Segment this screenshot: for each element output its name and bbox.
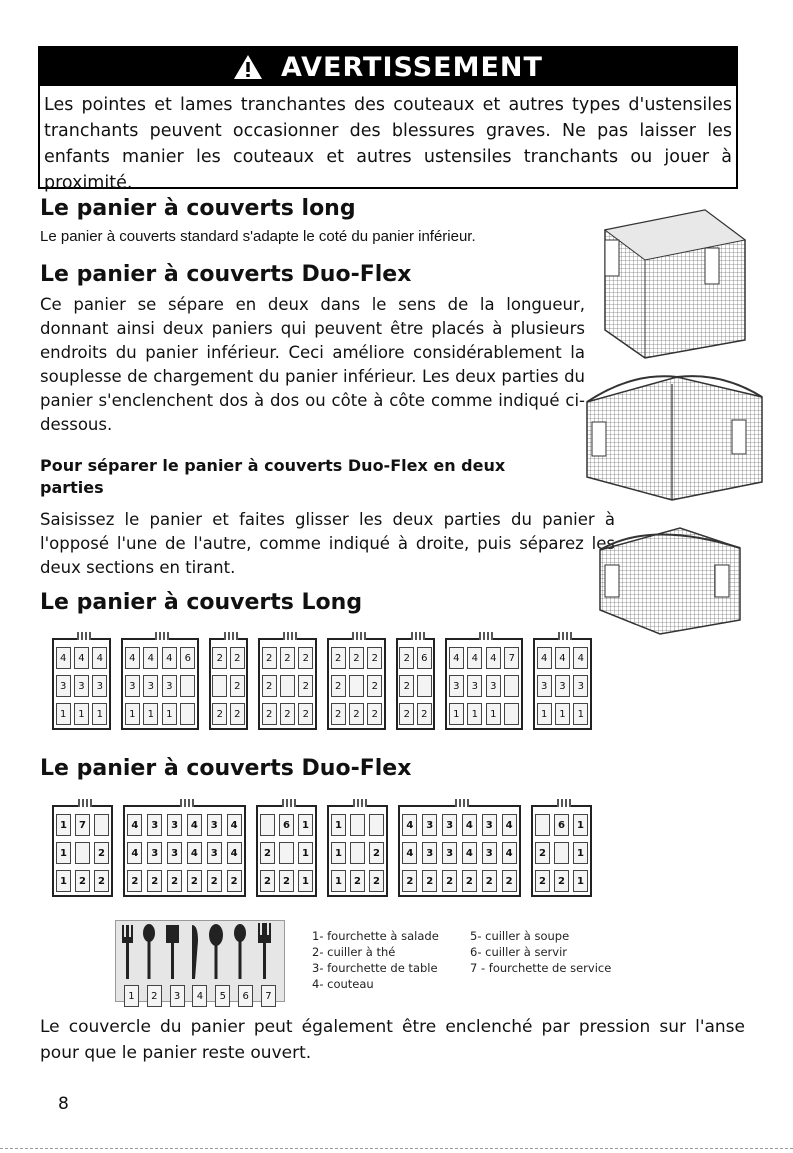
utensil-slot: 1 xyxy=(143,703,158,725)
basket-row xyxy=(329,674,384,698)
legend-item: 5- cuiller à soupe xyxy=(470,929,570,943)
utensil-slot: 3 xyxy=(442,842,457,864)
legend-item: 7 - fourchette de service xyxy=(470,961,612,975)
utensil-slot: 4 xyxy=(187,842,202,864)
basket-handle xyxy=(282,799,296,807)
basket-row xyxy=(329,869,386,893)
utensil-slot: 2 xyxy=(167,870,182,892)
utensil-slot: 2 xyxy=(262,647,277,669)
basket-row xyxy=(125,869,244,893)
basket-handle xyxy=(558,632,572,640)
legend-col2 xyxy=(470,928,611,976)
utensil-slot: 2 xyxy=(331,647,346,669)
utensil-slot: 4 xyxy=(125,647,140,669)
utensil-slot: 3 xyxy=(143,675,158,697)
utensil-slot: 7 xyxy=(504,647,519,669)
utensil-slot: 2 xyxy=(367,703,382,725)
basket-compartment xyxy=(258,638,317,730)
utensil-slot: 2 xyxy=(262,703,277,725)
utensil-slot: 2 xyxy=(417,703,432,725)
utensil-slot xyxy=(260,814,275,836)
bottom-rule xyxy=(0,1148,793,1149)
utensil-slot: 3 xyxy=(573,675,588,697)
utensil-slot: 2 xyxy=(147,870,162,892)
utensil-slot: 2 xyxy=(554,870,569,892)
key-6: 6 xyxy=(238,985,253,1007)
utensil-slot: 4 xyxy=(74,647,89,669)
utensil-slot: 4 xyxy=(402,814,417,836)
utensil-slot: 3 xyxy=(74,675,89,697)
utensils-icon xyxy=(116,921,284,981)
utensil-slot: 3 xyxy=(167,814,182,836)
utensil-slot: 4 xyxy=(502,814,517,836)
utensil-slot xyxy=(180,703,195,725)
basket-row xyxy=(398,674,433,698)
utensil-slot: 2 xyxy=(350,870,365,892)
utensil-slot: 2 xyxy=(367,647,382,669)
utensil-slot xyxy=(212,675,227,697)
utensil-slot: 3 xyxy=(56,675,71,697)
utensil-slot: 4 xyxy=(127,814,142,836)
utensil-slot: 1 xyxy=(331,814,346,836)
duo-basket-text: Ce panier se sépare en deux dans le sens de la longueur, donnant ainsi deux paniers qui peuvent être placés à plusieurs endroits du panier inférieur. Ceci améliore considérablement la souplesse de chargement du panier inférieur. Les deux parties du panier s'enclenchent dos à dos ou côte à côte comme indiqué ci-dessous. xyxy=(40,295,585,434)
utensil-slot: 2 xyxy=(298,703,313,725)
utensil-slot: 1 xyxy=(467,703,482,725)
basket-row xyxy=(533,841,590,865)
legend-col1 xyxy=(312,928,439,992)
basket-row xyxy=(54,646,109,670)
utensil-slot: 4 xyxy=(162,647,177,669)
utensil-slot: 2 xyxy=(349,647,364,669)
utensil-slot: 4 xyxy=(92,647,107,669)
utensil-slot: 1 xyxy=(74,703,89,725)
utensil-slot: 3 xyxy=(92,675,107,697)
utensil-slot: 2 xyxy=(230,647,245,669)
utensil-slot: 4 xyxy=(187,814,202,836)
basket-handle xyxy=(479,632,493,640)
utensil-slot: 2 xyxy=(399,647,414,669)
utensil-slot: 1 xyxy=(56,870,71,892)
basket-row xyxy=(447,646,521,670)
basket-row xyxy=(329,841,386,865)
utensil-slot: 6 xyxy=(279,814,294,836)
utensil-slot: 2 xyxy=(349,703,364,725)
utensil-slot: 2 xyxy=(535,842,550,864)
long-basket-title: Le panier à couverts long xyxy=(40,196,356,221)
utensil-slot: 1 xyxy=(537,703,552,725)
utensil-slot: 4 xyxy=(227,842,242,864)
utensil-slot: 2 xyxy=(127,870,142,892)
page-number: 8 xyxy=(58,1094,69,1114)
basket-handle xyxy=(155,632,169,640)
key-4: 4 xyxy=(192,985,207,1007)
utensil-slot xyxy=(349,675,364,697)
utensil-slot: 1 xyxy=(56,703,71,725)
utensil-slot: 3 xyxy=(537,675,552,697)
legend-item: 3- fourchette de table xyxy=(312,961,438,975)
utensil-slot: 2 xyxy=(369,842,384,864)
utensil-slot: 2 xyxy=(535,870,550,892)
basket-compartment xyxy=(533,638,592,730)
legend-item: 1- fourchette à salade xyxy=(312,929,439,943)
basket-row xyxy=(400,841,519,865)
utensil-slot: 2 xyxy=(262,675,277,697)
utensil-slot: 3 xyxy=(422,842,437,864)
key-1: 1 xyxy=(124,985,139,1007)
utensil-slot: 7 xyxy=(75,814,90,836)
legend-item: 2- cuiller à thé xyxy=(312,945,396,959)
utensil-slot: 2 xyxy=(331,703,346,725)
basket-row xyxy=(211,702,246,726)
basket-compartment xyxy=(121,638,199,730)
utensil-slot: 4 xyxy=(143,647,158,669)
separate-text: Saisissez le panier et faites glisser les deux parties du panier à l'opposé l'une de l'autre, comme indiqué à droite, puis séparez les deux sections en tirant. xyxy=(40,510,615,577)
basket-row xyxy=(329,813,386,837)
basket-handle xyxy=(78,799,92,807)
utensil-slot: 1 xyxy=(56,842,71,864)
basket-compartment xyxy=(209,638,248,730)
warning-box xyxy=(38,46,738,193)
basket-row xyxy=(123,674,197,698)
utensil-slot: 1 xyxy=(298,842,313,864)
utensil-slot: 6 xyxy=(417,647,432,669)
utensil-slot: 4 xyxy=(402,842,417,864)
basket-row xyxy=(535,646,590,670)
utensil-slot: 1 xyxy=(573,703,588,725)
utensil-slot xyxy=(350,842,365,864)
utensil-slot: 2 xyxy=(298,675,313,697)
basket-compartment xyxy=(256,805,317,897)
utensil-slot: 1 xyxy=(555,703,570,725)
basket-row xyxy=(400,813,519,837)
utensil-slot xyxy=(94,814,109,836)
utensil-slot xyxy=(535,814,550,836)
key-2: 2 xyxy=(147,985,162,1007)
basket-row xyxy=(54,841,111,865)
utensil-slot: 3 xyxy=(207,842,222,864)
utensil-slot: 2 xyxy=(227,870,242,892)
basket-handle xyxy=(455,799,469,807)
utensil-slot: 2 xyxy=(260,870,275,892)
basket-row xyxy=(398,702,433,726)
utensil-slot: 2 xyxy=(230,703,245,725)
utensil-slot: 2 xyxy=(230,675,245,697)
warning-title: AVERTISSEMENT xyxy=(281,51,543,83)
basket-row xyxy=(54,869,111,893)
basket-row xyxy=(447,674,521,698)
basket-row xyxy=(535,702,590,726)
utensil-slot: 2 xyxy=(212,647,227,669)
basket-row xyxy=(260,674,315,698)
utensil-slot xyxy=(504,675,519,697)
utensil-slot: 3 xyxy=(147,842,162,864)
long-basket-layout xyxy=(52,630,592,735)
utensil-slot: 1 xyxy=(449,703,464,725)
basket-compartment xyxy=(327,805,388,897)
separate-title: Pour séparer le panier à couverts Duo-Flex en deux parties xyxy=(40,456,506,497)
basket-row xyxy=(398,646,433,670)
utensil-slot: 2 xyxy=(280,703,295,725)
utensil-slot: 3 xyxy=(207,814,222,836)
basket-handle xyxy=(353,799,367,807)
duo-basket-title: Le panier à couverts Duo-Flex xyxy=(40,262,412,287)
utensil-slot: 2 xyxy=(482,870,497,892)
utensil-slot: 3 xyxy=(125,675,140,697)
utensil-slot: 2 xyxy=(280,647,295,669)
utensil-slot xyxy=(279,842,294,864)
utensil-slot xyxy=(417,675,432,697)
diagram-duo-title: Le panier à couverts Duo-Flex xyxy=(40,756,412,781)
utensil-slot xyxy=(554,842,569,864)
basket-handle xyxy=(411,632,425,640)
basket-compartment xyxy=(398,805,521,897)
utensil-slot: 2 xyxy=(369,870,384,892)
utensil-slot: 1 xyxy=(573,842,588,864)
basket-row xyxy=(447,702,521,726)
utensil-slot xyxy=(180,675,195,697)
utensil-slot: 2 xyxy=(399,703,414,725)
utensil-slot: 3 xyxy=(147,814,162,836)
utensil-slot: 4 xyxy=(227,814,242,836)
utensil-slot: 2 xyxy=(94,870,109,892)
utensil-slot xyxy=(350,814,365,836)
basket-handle xyxy=(283,632,297,640)
basket-handle xyxy=(224,632,238,640)
key-7: 7 xyxy=(261,985,276,1007)
key-3: 3 xyxy=(170,985,185,1007)
basket-row xyxy=(260,702,315,726)
utensil-slot: 2 xyxy=(207,870,222,892)
utensil-slot: 3 xyxy=(449,675,464,697)
basket-compartment xyxy=(52,638,111,730)
utensil-slot: 4 xyxy=(486,647,501,669)
basket-row xyxy=(260,646,315,670)
utensil-slot: 4 xyxy=(555,647,570,669)
utensil-slot: 3 xyxy=(422,814,437,836)
basket-row xyxy=(211,674,246,698)
basket-row xyxy=(123,702,197,726)
utensil-slot: 3 xyxy=(486,675,501,697)
utensil-slot: 2 xyxy=(402,870,417,892)
utensil-slot: 4 xyxy=(537,647,552,669)
basket-row xyxy=(125,813,244,837)
utensil-slot xyxy=(504,703,519,725)
utensil-slot: 2 xyxy=(187,870,202,892)
utensil-slot: 2 xyxy=(502,870,517,892)
basket-row xyxy=(533,869,590,893)
basket-compartment xyxy=(52,805,113,897)
basket-row xyxy=(125,841,244,865)
basket-row xyxy=(533,813,590,837)
utensil-slot: 1 xyxy=(298,814,313,836)
utensil-slot: 4 xyxy=(56,647,71,669)
basket-compartment xyxy=(327,638,386,730)
utensil-slot: 3 xyxy=(167,842,182,864)
utensil-slot: 2 xyxy=(367,675,382,697)
basket-row xyxy=(54,702,109,726)
utensil-slot: 2 xyxy=(422,870,437,892)
utensil-slot: 1 xyxy=(331,842,346,864)
basket-row xyxy=(258,869,315,893)
utensil-slot: 2 xyxy=(212,703,227,725)
utensil-slot: 2 xyxy=(442,870,457,892)
utensil-slot: 2 xyxy=(331,675,346,697)
utensil-slot: 6 xyxy=(554,814,569,836)
long-basket-text: Le panier à couverts standard s'adapte le coté du panier inférieur. xyxy=(40,228,476,245)
basket-row xyxy=(329,702,384,726)
utensil-slot: 3 xyxy=(555,675,570,697)
legend-item: 6- cuiller à servir xyxy=(470,945,568,959)
utensil-slot: 2 xyxy=(462,870,477,892)
basket-row xyxy=(54,674,109,698)
utensil-slot: 3 xyxy=(482,814,497,836)
utensil-slot: 4 xyxy=(573,647,588,669)
utensil-slot xyxy=(75,842,90,864)
basket-row xyxy=(400,869,519,893)
basket-row xyxy=(123,646,197,670)
utensil-slot: 4 xyxy=(127,842,142,864)
utensil-slot: 6 xyxy=(180,647,195,669)
utensil-slot: 1 xyxy=(298,870,313,892)
basket-handle xyxy=(352,632,366,640)
legend-item: 4- couteau xyxy=(312,977,374,991)
utensil-slot: 4 xyxy=(462,842,477,864)
long-basket-illustration xyxy=(585,200,755,360)
utensil-slot: 4 xyxy=(502,842,517,864)
utensil-slot: 1 xyxy=(125,703,140,725)
duo-basket-illustration xyxy=(582,362,767,502)
utensil-slot: 1 xyxy=(56,814,71,836)
basket-compartment xyxy=(531,805,592,897)
basket-row xyxy=(54,813,111,837)
utensil-slot: 2 xyxy=(94,842,109,864)
utensil-slot: 1 xyxy=(573,870,588,892)
basket-handle xyxy=(180,799,194,807)
warning-header xyxy=(40,48,736,86)
utensil-slot: 2 xyxy=(399,675,414,697)
utensils-key xyxy=(115,920,285,1002)
diagram-long-title: Le panier à couverts Long xyxy=(40,590,363,615)
basket-row xyxy=(258,841,315,865)
utensil-slot xyxy=(369,814,384,836)
utensil-slot: 4 xyxy=(449,647,464,669)
basket-compartment xyxy=(396,638,435,730)
footer-text: Le couvercle du panier peut également être enclenché par pression sur l'anse pour que le panier reste ouvert. xyxy=(40,1017,745,1063)
utensil-slot: 2 xyxy=(298,647,313,669)
utensil-slot: 1 xyxy=(162,703,177,725)
utensil-slot: 3 xyxy=(467,675,482,697)
basket-compartment xyxy=(123,805,246,897)
basket-row xyxy=(535,674,590,698)
basket-compartment xyxy=(445,638,523,730)
utensil-slot: 4 xyxy=(462,814,477,836)
utensil-slot: 1 xyxy=(92,703,107,725)
warning-text: Les pointes et lames tranchantes des couteaux et autres types d'ustensiles tranchants peuvent occasionner des blessures graves. Ne pas laisser les enfants manier les couteaux et autres ustensiles tranchants ou jouer à proximité. xyxy=(44,95,732,193)
separated-basket-illustration xyxy=(590,510,750,635)
utensil-slot xyxy=(280,675,295,697)
basket-row xyxy=(211,646,246,670)
utensil-slot: 2 xyxy=(75,870,90,892)
utensil-slot: 3 xyxy=(482,842,497,864)
warning-triangle-icon xyxy=(233,53,263,81)
utensil-slot: 1 xyxy=(331,870,346,892)
basket-row xyxy=(258,813,315,837)
utensil-slot: 2 xyxy=(260,842,275,864)
basket-handle xyxy=(557,799,571,807)
duo-basket-layout xyxy=(52,797,592,897)
utensil-slot: 2 xyxy=(279,870,294,892)
utensil-slot: 4 xyxy=(467,647,482,669)
utensil-slot: 3 xyxy=(162,675,177,697)
key-5: 5 xyxy=(215,985,230,1007)
basket-row xyxy=(329,646,384,670)
utensil-slot: 3 xyxy=(442,814,457,836)
basket-handle xyxy=(77,632,91,640)
utensil-slot: 1 xyxy=(486,703,501,725)
utensil-slot: 1 xyxy=(573,814,588,836)
